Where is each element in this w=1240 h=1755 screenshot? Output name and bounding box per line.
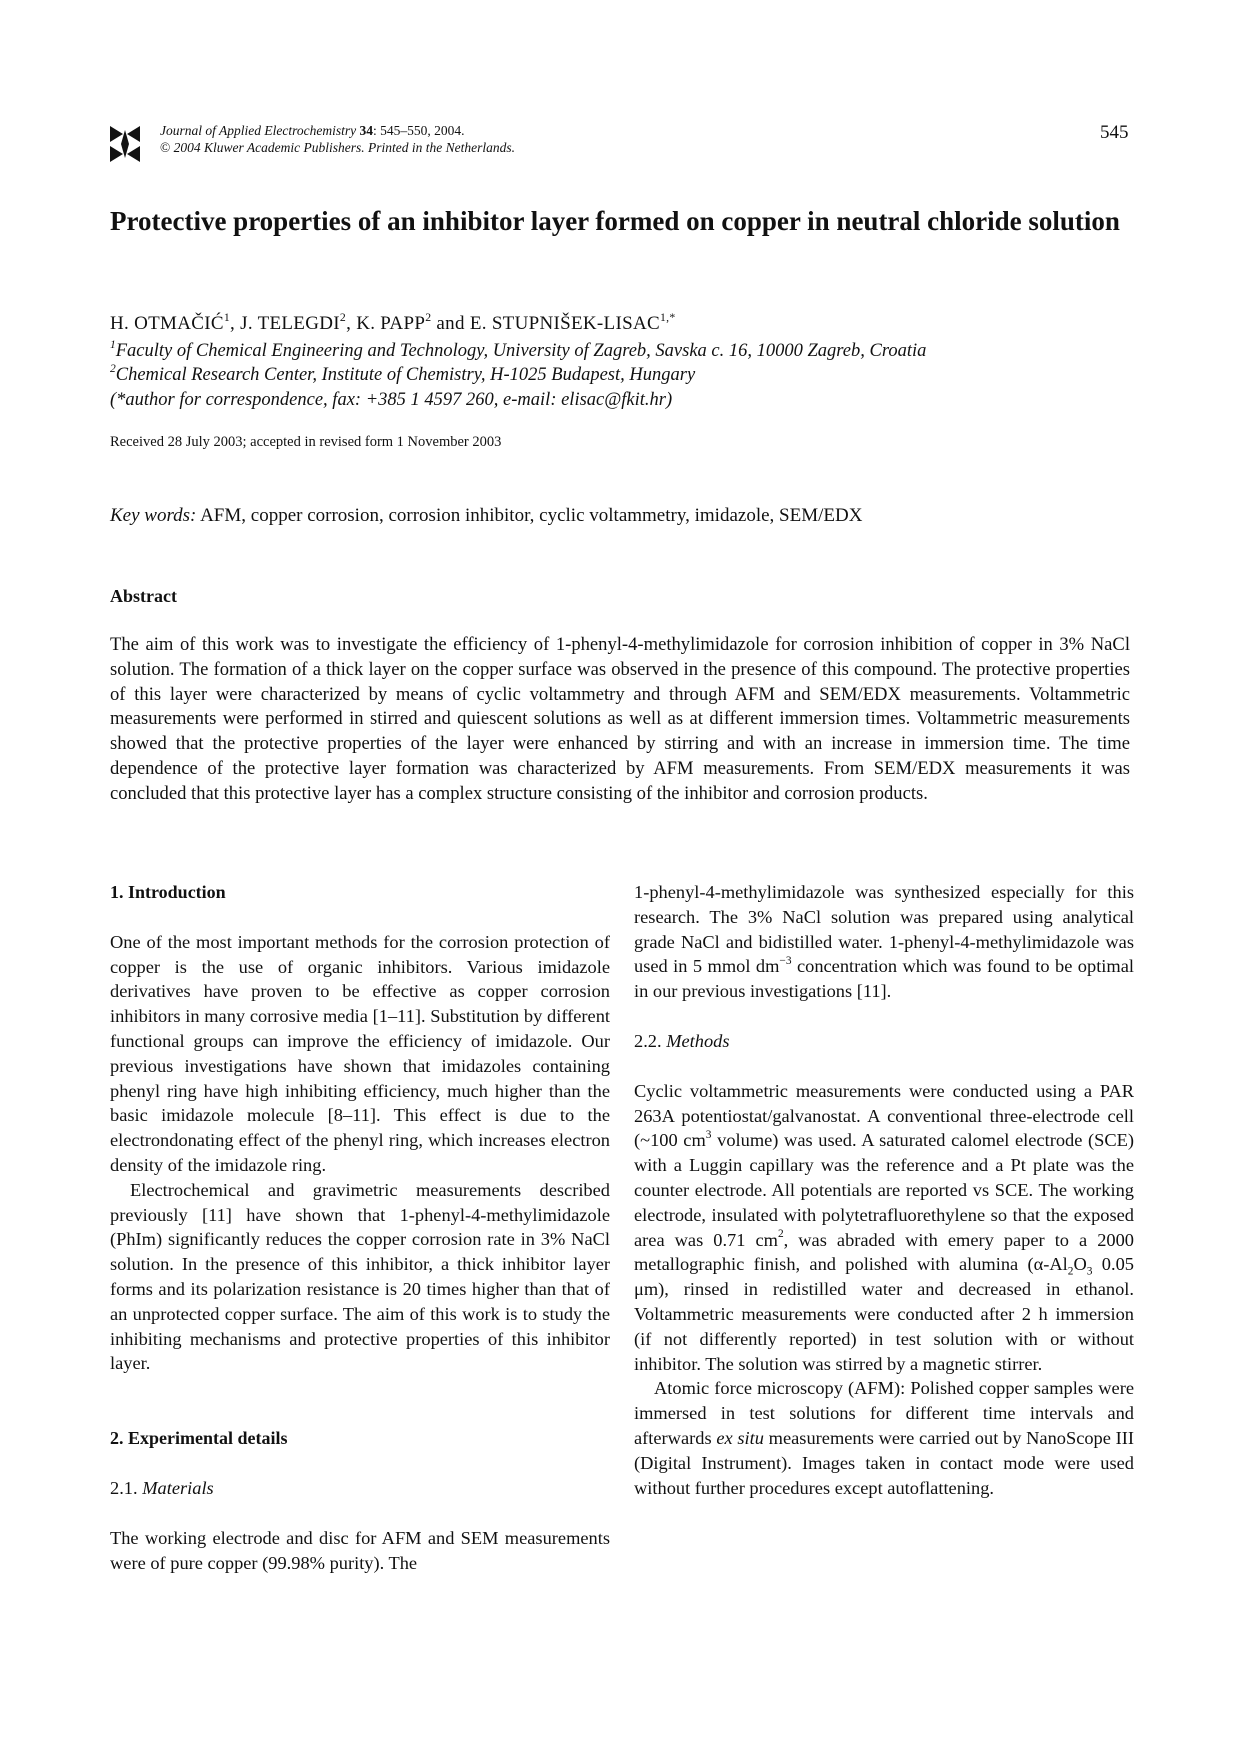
text-run: measurements were carried out by NanoScope III (Digital Instrument). Images taken in contact mode were used without further procedures except autoflattening. [634,1427,1134,1498]
journal-volume: 34 [359,123,373,138]
italic-run: ex situ [716,1427,764,1448]
journal-citation [160,122,515,156]
materials-paragraph-continued [634,880,1134,1004]
section-heading-introduction: 1. Introduction [110,882,226,902]
left-column [110,880,610,1575]
author-list [110,310,676,335]
subsection-heading-materials [110,1476,610,1501]
journal-line-1 [160,122,515,139]
abstract-text: The aim of this work was to investigate the efficiency of 1-phenyl-4-methylimidazole for corrosion inhibition of copper in 3% NaCl solution. The formation of a thick layer on the copper surface was observed in the presence of this compound. The protective properties of this layer were characterized by means of cyclic voltammetry and through AFM and SEM/EDX measurements. Voltammetric measurements were performed in stirred and quiescent solutions as well as at different immersion times. Voltammetric measurements showed that the protective properties of the layer were enhanced by stirring and with an increase in immersion time. The time dependence of the protective layer formation was characterized by AFM measurements. From SEM/EDX measurements it was concluded that this protective layer has a complex structure consisting of the inhibitor and corrosion products. [110,634,1130,804]
intro-paragraph-2: Electrochemical and gravimetric measurements described previously [11] have shown that 1-phenyl-4-methylimidazole (PhIm) significantly reduces the copper corrosion rate in 3% NaCl solution. In the presence of this inhibitor, a thick inhibitor layer forms and its polarization resistance is 20 times higher than that of an unprotected copper surface. The aim of this work is to study the inhibiting mechanisms and protective properties of this inhibitor layer. [110,1179,610,1374]
author-name: J. TELEGDI [240,313,340,334]
paper-title: Protective properties of an inhibitor layer formed on copper in neutral chloride solution [110,206,1120,236]
journal-pages-year: : 545–550, 2004. [372,123,465,138]
page-number: 545 [1100,122,1129,143]
subsection-title: Methods [666,1030,730,1051]
text-run: , was abraded with emery paper to a 2000 metallographic finish, and polished with alumina (α-Al [634,1229,1134,1275]
text-run: 0.05 μm), rinsed in redistilled water and decreased in ethanol. Voltammetric measurements were conducted after 2 h immersion (if not differently reported) in test solution with or without inhibitor. The solution was stirred by a magnetic stirrer. [634,1254,1134,1374]
author-affil-sup: 2 [425,310,432,324]
author-name: K. PAPP [356,313,426,334]
author-separator: , [346,313,357,334]
text-run: O [1073,1254,1087,1275]
superscript: 3 [705,1129,712,1142]
right-column [634,880,1134,1500]
affiliation-text: Chemical Research Center, Institute of Chemistry, H-1025 Budapest, Hungary [115,365,696,385]
keywords-label: Key words: [110,505,197,526]
methods-paragraph-2 [634,1376,1134,1500]
copyright-text: 2004 Kluwer Academic Publishers. Printed in the Netherlands. [173,140,515,155]
subsection-title: Materials [142,1477,214,1498]
materials-paragraph-start: The working electrode and disc for AFM and SEM measurements were of pure copper (99.98% purity). The [110,1527,610,1573]
journal-line-2 [160,139,515,156]
affiliation-1 [110,339,926,363]
author-affil-sup: 1,* [659,310,676,324]
superscript: 2 [777,1228,784,1241]
subscript: 3 [1086,1266,1093,1279]
subscript: 2 [1067,1266,1074,1279]
publisher-logo-icon [108,124,142,164]
subsection-number: 2.2. [634,1030,662,1051]
subsection-number: 2.1. [110,1477,138,1498]
author-separator: and [431,313,470,334]
superscript: −3 [779,955,792,968]
affiliation-sup: 1 [110,338,116,351]
affiliation-2 [110,363,695,387]
keywords [110,505,862,527]
affiliation-sup: 2 [110,362,116,375]
author-affil-sup: 1 [223,310,231,324]
journal-name: Journal of Applied Electrochemistry [160,123,357,138]
received-dates: Received 28 July 2003; accepted in revised form 1 November 2003 [110,434,502,450]
affiliation-text: Faculty of Chemical Engineering and Technology, University of Zagreb, Savska c. 16, 10000 Zagreb, Croatia [115,341,927,361]
author-separator: , [230,313,241,334]
author-name: H. OTMAČIĆ [110,313,224,334]
text-run: volume) was used. A saturated calomel electrode (SCE) with a Luggin capillary was the reference and a Pt plate was the counter electrode. All potentials are reported vs SCE. The working electrode, insulated with polytetrafluorethylene so that the exposed area was 0.71 cm [634,1130,1134,1250]
section-heading-experimental: 2. Experimental details [110,1428,288,1449]
subsection-heading-methods [634,1029,1134,1054]
keywords-text: AFM, copper corrosion, corrosion inhibitor, cyclic voltammetry, imidazole, SEM/EDX [200,505,863,526]
copyright-symbol: © [160,140,171,155]
correspondence: (*author for correspondence, fax: +385 1 4597 260, e-mail: elisac@fkit.hr) [110,390,673,410]
text-run: Cyclic voltammetric measurements were conducted using a PAR 263A potentiostat/galvanostat. A conventional three-electrode cell (~100 cm [634,1080,1134,1151]
text-run: 1-phenyl-4-methylimidazole was synthesized especially for this research. The 3% NaCl solution was prepared using analytical grade NaCl and bidistilled water. 1-phenyl-4-methylimidazole was used in 5 mmol dm [634,882,1134,977]
text-run: Atomic force microscopy (AFM): Polished copper samples were immersed in test solutions for different time intervals and afterwards [634,1378,1134,1448]
intro-paragraph-1: One of the most important methods for the corrosion protection of copper is the use of organic inhibitors. Various imidazole derivatives have proven to be effective as copper corrosion inhibitors in many corrosive media [1–11]. Substitution by different functional groups can improve the efficiency of imidazole. Our previous investigations have shown that imidazoles containing phenyl ring have high inhibiting efficiency, much higher than the basic imidazole molecule [8–11]. This effect is due to the electrondonating effect of the phenyl ring, which increases electron density of the imidazole ring. [110,931,610,1175]
text-run: concentration which was found to be optimal in our previous investigations [11]. [634,956,1134,1002]
abstract-heading: Abstract [110,586,177,606]
methods-paragraph-1 [634,1079,1134,1377]
author-affil-sup: 2 [339,310,347,324]
author-name: E. STUPNIŠEK-LISAC [469,313,660,334]
